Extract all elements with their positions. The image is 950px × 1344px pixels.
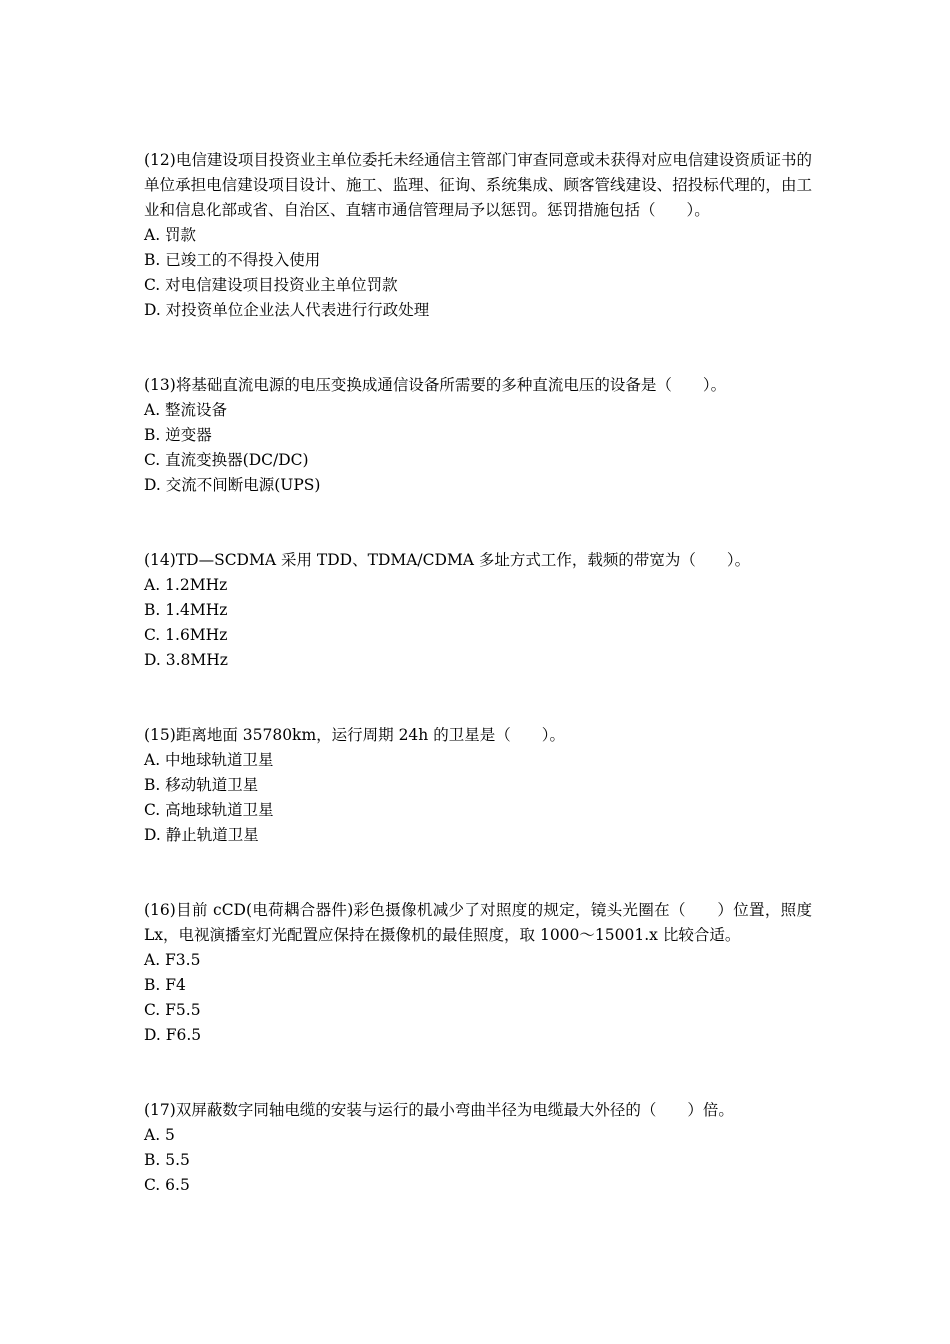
question-12 <box>144 148 812 323</box>
option-a: A. 罚款 <box>144 226 197 244</box>
document-page <box>144 148 817 1248</box>
option-a: A. 整流设备 <box>144 401 228 419</box>
option-a: A. 1.2MHz <box>144 576 228 594</box>
option-c: C. F5.5 <box>144 1001 201 1019</box>
option-c: C. 直流变换器(DC/DC) <box>144 451 309 469</box>
question-17 <box>144 1098 812 1198</box>
option-c: C. 对电信建设项目投资业主单位罚款 <box>144 276 398 294</box>
option-d: D. 静止轨道卫星 <box>144 826 259 844</box>
option-c: C. 6.5 <box>144 1176 190 1194</box>
option-a: A. 5 <box>144 1126 175 1144</box>
question-16 <box>144 898 817 1048</box>
option-d: D. F6.5 <box>144 1026 202 1044</box>
question-text: (14)TD—SCDMA 采用 TDD、TDMA/CDMA 多址方式工作，载频的带宽为（ ）。 <box>144 551 751 569</box>
option-b: B. 移动轨道卫星 <box>144 776 259 794</box>
question-15 <box>144 723 812 848</box>
option-d: D. 对投资单位企业法人代表进行行政处理 <box>144 301 430 319</box>
option-a: A. 中地球轨道卫星 <box>144 751 274 769</box>
option-d: D. 交流不间断电源(UPS) <box>144 476 321 494</box>
question-14 <box>144 548 812 673</box>
option-a: A. F3.5 <box>144 951 201 969</box>
question-text: (12)电信建设项目投资业主单位委托未经通信主管部门审查同意或未获得对应电信建设资质证书的单位承担电信建设项目设计、施工、监理、征询、系统集成、顾客管线建设、招投标代理的，由工业和信息化部或省、自治区、直辖市通信管理局予以惩罚。惩罚措施包括（ ）。 <box>144 151 812 219</box>
option-b: B. F4 <box>144 976 186 994</box>
option-c: C. 高地球轨道卫星 <box>144 801 274 819</box>
question-text: (16)目前 cCD(电荷耦合器件)彩色摄像机减少了对照度的规定，镜头光圈在（ ）位置，照度 Lx，电视演播室灯光配置应保持在摄像机的最佳照度，取 1000～15001.x 比较合适。 <box>144 901 817 944</box>
question-text: (15)距离地面 35780km，运行周期 24h 的卫星是（ ）。 <box>144 726 565 744</box>
question-13 <box>144 373 812 498</box>
question-text: (17)双屏蔽数字同轴电缆的安装与运行的最小弯曲半径为电缆最大外径的（ ）倍。 <box>144 1101 734 1119</box>
option-b: B. 1.4MHz <box>144 601 228 619</box>
option-b: B. 5.5 <box>144 1151 190 1169</box>
option-d: D. 3.8MHz <box>144 651 228 669</box>
question-text: (13)将基础直流电源的电压变换成通信设备所需要的多种直流电压的设备是（ ）。 <box>144 376 727 394</box>
option-b: B. 逆变器 <box>144 426 212 444</box>
option-c: C. 1.6MHz <box>144 626 228 644</box>
option-b: B. 已竣工的不得投入使用 <box>144 251 321 269</box>
